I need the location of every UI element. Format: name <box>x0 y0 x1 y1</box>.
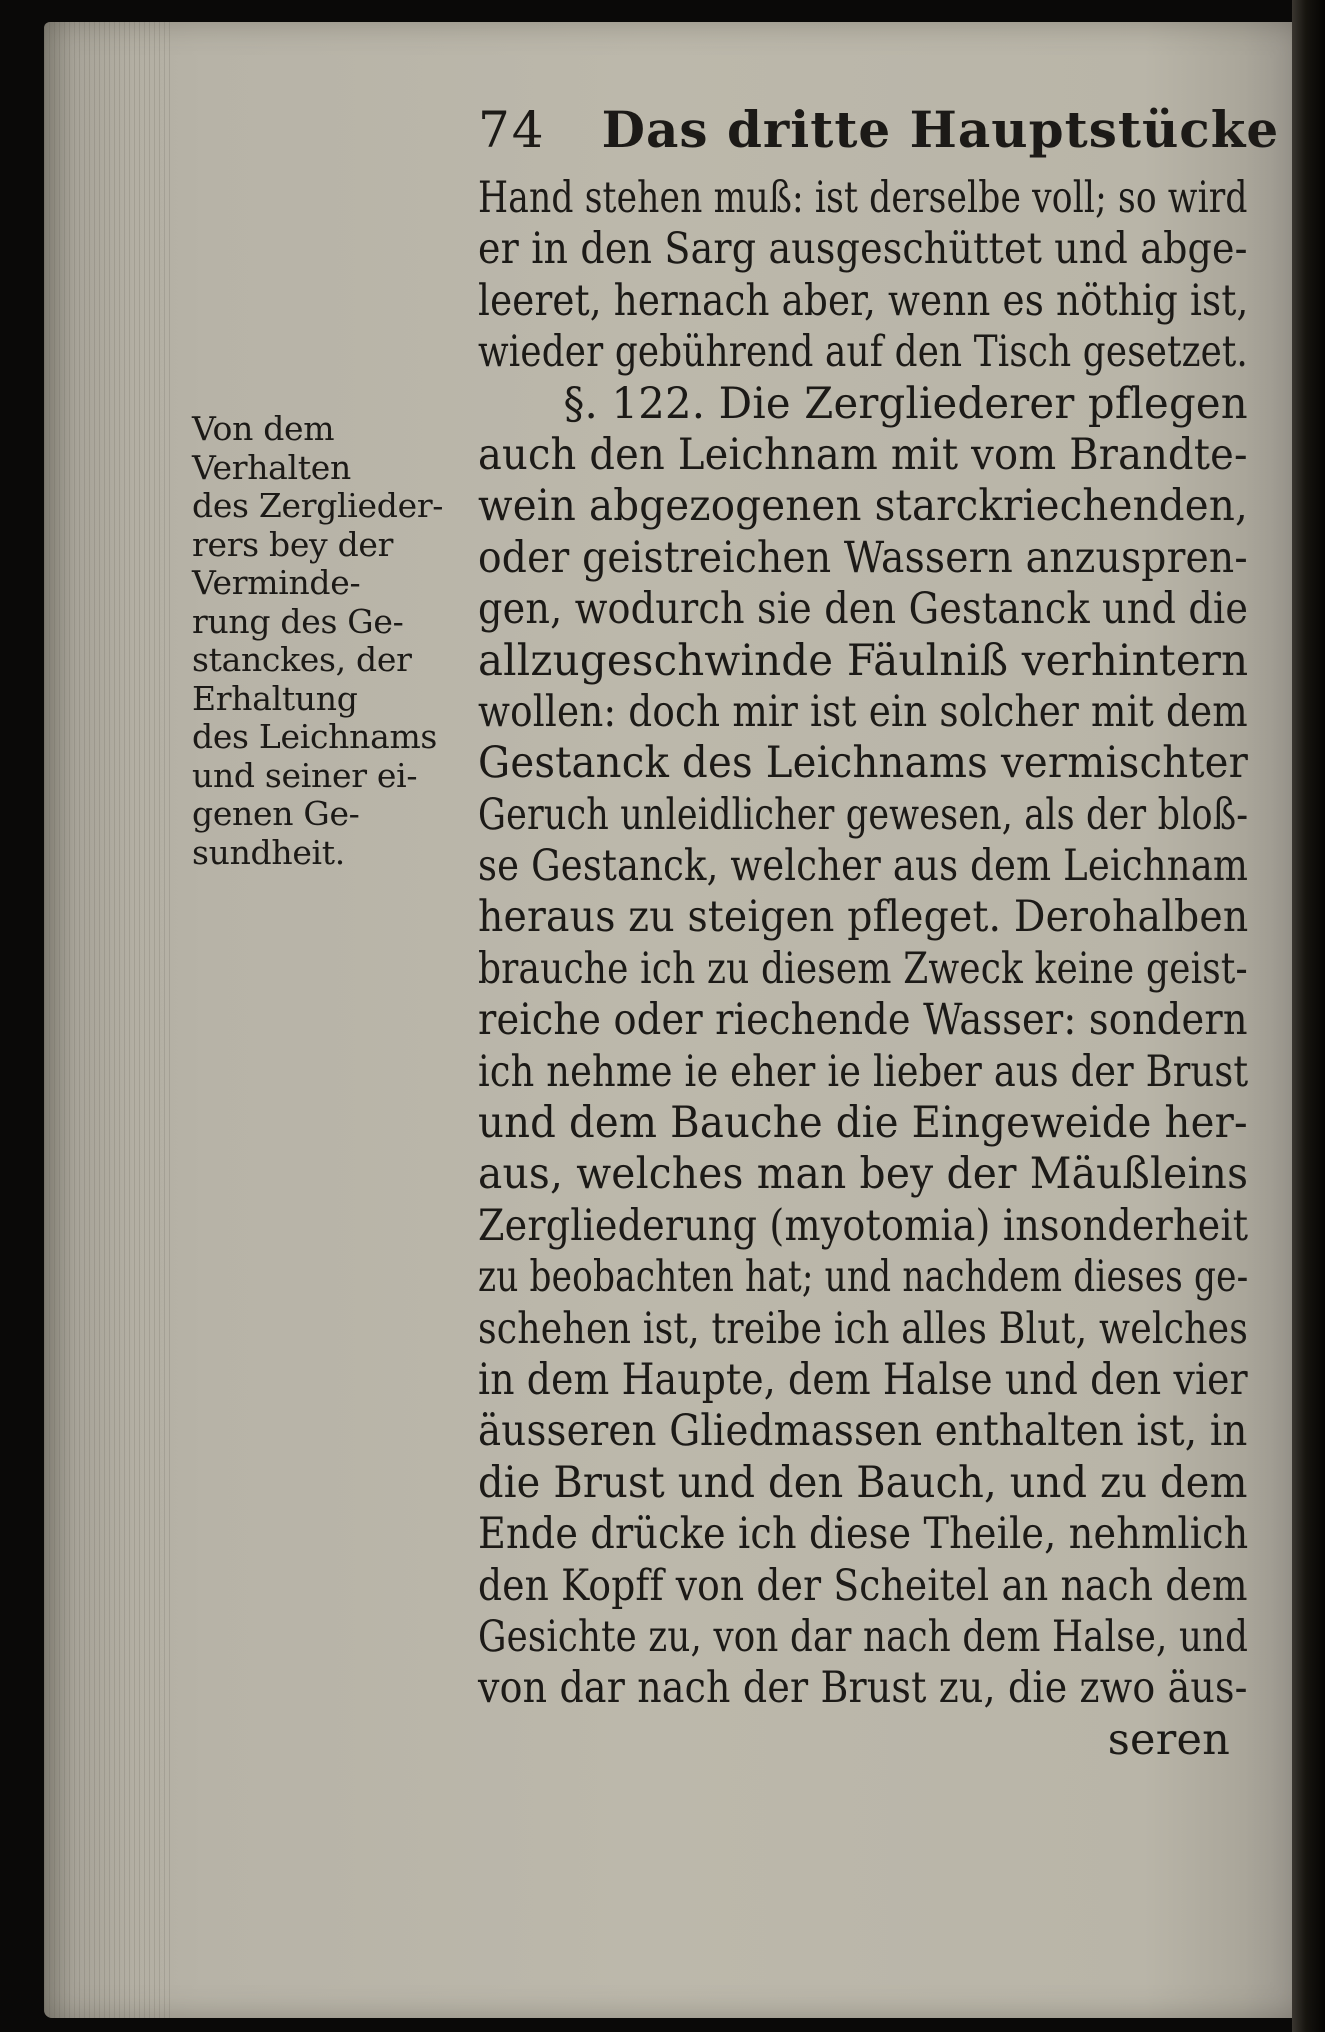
text-line: Gestanck des Leichnams vermischter <box>478 738 1249 789</box>
margin-line: des Zerglieder- <box>192 486 444 525</box>
text-line: in dem Haupte, dem Halse und den vier <box>478 1354 1248 1405</box>
text-line: reiche oder riechende Wasser: sondern <box>478 995 1248 1046</box>
text-line: wein abgezogenen starckriechenden, <box>478 481 1249 532</box>
text-line: gen, wodurch sie den Gestanck und die <box>478 584 1249 635</box>
margin-line: rung des Ge- <box>192 601 404 641</box>
text-line: wollen: doch mir ist ein solcher mit dem <box>478 686 1248 737</box>
running-header <box>478 100 1280 160</box>
margin-line: stanckes, der <box>192 640 412 679</box>
text-line: allzugeschwinde Fäulniß verhintern <box>478 635 1249 686</box>
margin-line: Verminde- <box>192 563 361 602</box>
page-edges <box>44 22 174 2018</box>
text-line: §. 122. Die Zergliederer pflegen <box>563 378 1248 429</box>
text-line: die Brust und den Bauch, und zu dem <box>478 1457 1248 1508</box>
margin-line: des Leichnams <box>192 717 438 756</box>
binding-shadow <box>1292 0 1325 2032</box>
body-text <box>478 173 1248 1766</box>
text-line: auch den Leichnam mit vom Brandte- <box>478 429 1248 480</box>
margin-line: Von dem <box>192 409 335 448</box>
text-line: Gesichte zu, von dar nach dem Halse, und <box>478 1611 1249 1662</box>
catchword: seren <box>1107 1714 1230 1765</box>
margin-line: genen Ge- <box>192 794 360 833</box>
text-line: und dem Bauche die Eingeweide her- <box>478 1098 1248 1149</box>
text-line: brauche ich zu diesem Zweck keine geist- <box>478 943 1248 994</box>
margin-note <box>192 410 462 872</box>
text-line: se Gestanck, welcher aus dem Leichnam <box>478 841 1249 892</box>
text-line: Hand stehen muß: ist derselbe voll; so wird <box>478 173 1248 223</box>
margin-line: sundheit. <box>192 832 345 872</box>
text-line: von dar nach der Brust zu, die zwo äus- <box>478 1663 1248 1714</box>
chapter-title: Das dritte Hauptstücke <box>601 100 1280 159</box>
text-line: Ende drücke ich diese Theile, nehmlich <box>478 1509 1249 1560</box>
text-line: aus, welches man bey der Mäußleins <box>478 1149 1249 1200</box>
page-number: 74 <box>478 101 546 159</box>
margin-line: und seiner ei- <box>192 755 418 795</box>
text-line: wieder gebührend auf den Tisch gesetzet. <box>478 327 1248 378</box>
text-line: äusseren Gliedmassen enthalten ist, in <box>478 1406 1248 1457</box>
text-line: Zergliederung (myotomia) insonderheit <box>478 1200 1249 1251</box>
text-line: oder geistreichen Wassern anzuspren- <box>478 532 1248 583</box>
text-line: ich nehme ie eher ie lieber aus der Brust <box>478 1046 1249 1097</box>
text-line: den Kopff von der Scheitel an nach dem <box>478 1560 1248 1611</box>
text-line: heraus zu steigen pfleget. Derohalben <box>478 892 1249 943</box>
margin-line: Verhalten <box>192 447 351 487</box>
text-line: zu beobachten hat; und nachdem dieses ge- <box>478 1252 1249 1303</box>
margin-line: Erhaltung <box>192 678 358 718</box>
text-line: Geruch unleidlicher gewesen, als der bloß- <box>478 789 1249 840</box>
margin-line: rers bey der <box>192 524 394 564</box>
text-line: er in den Sarg ausgeschüttet und abge- <box>478 224 1248 275</box>
text-line: schehen ist, treibe ich alles Blut, welches <box>478 1303 1249 1354</box>
text-line: leeret, hernach aber, wenn es nöthig ist, <box>478 275 1249 326</box>
